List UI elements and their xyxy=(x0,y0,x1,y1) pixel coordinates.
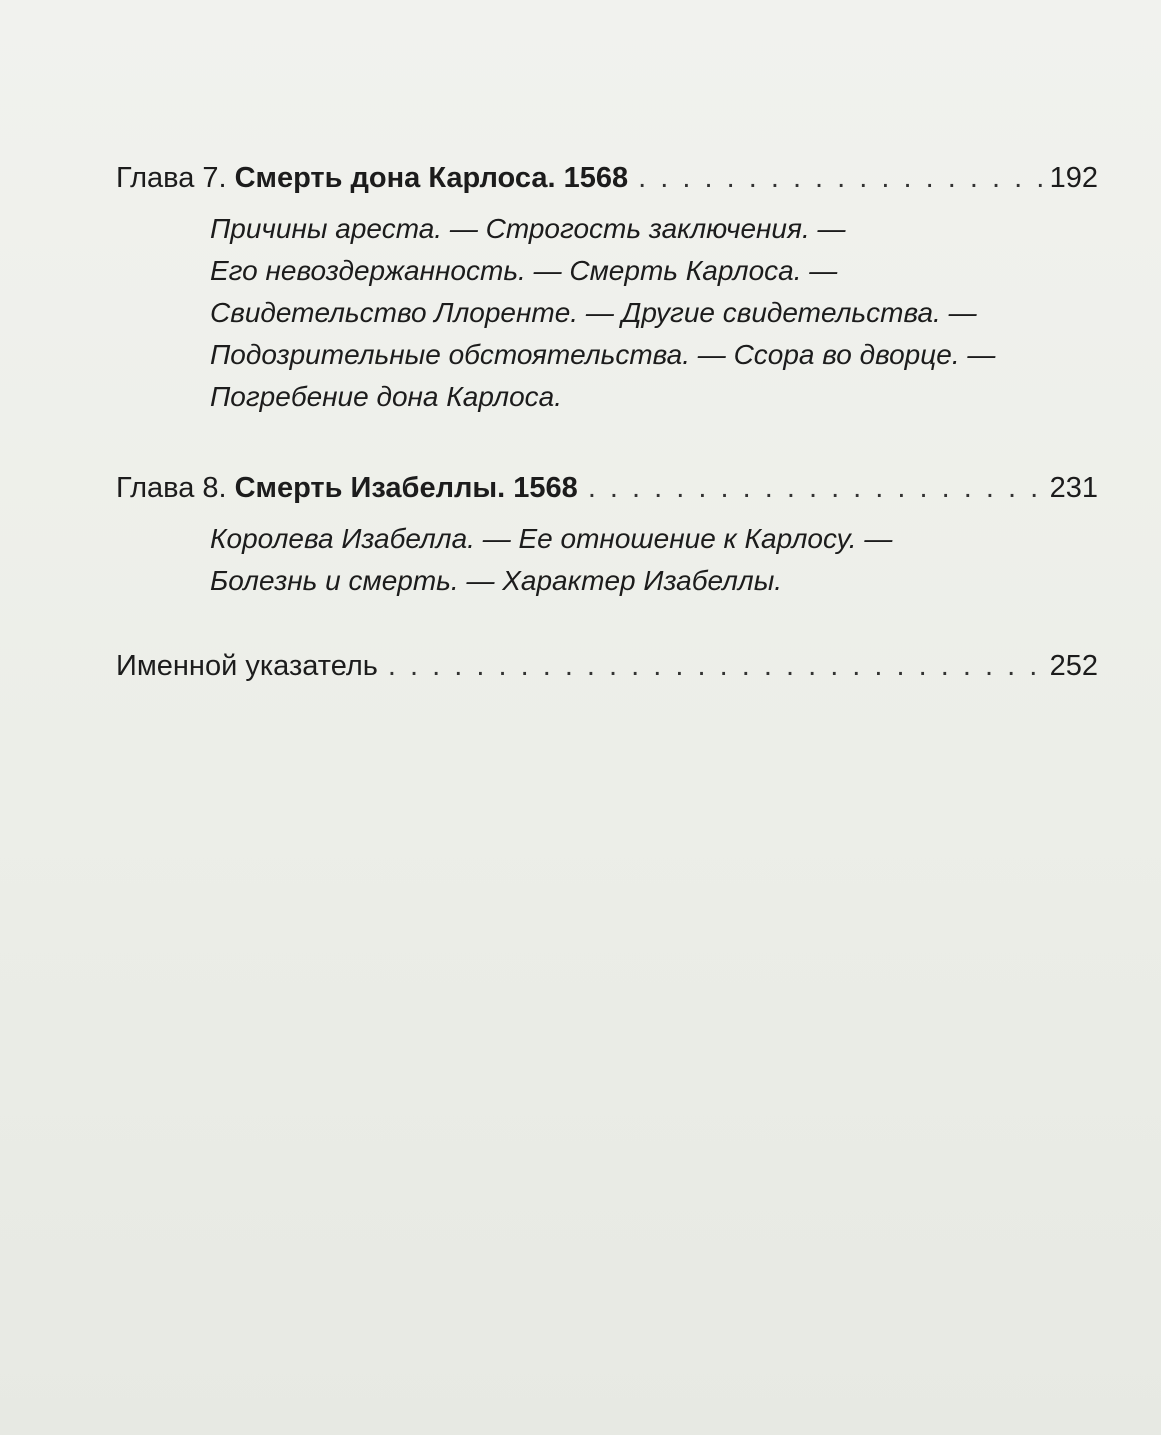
summary-line: Подозрительные обстоятельства. — Ссора во дворце. — xyxy=(210,339,996,370)
summary-line: Погребение дона Карлоса. xyxy=(210,381,563,412)
chapter-title: Смерть дона Карлоса. 1568 xyxy=(234,162,629,194)
summary-line: Болезнь и смерть. — Характер Изабеллы. xyxy=(210,565,783,596)
toc-heading-line xyxy=(116,460,1098,516)
toc-entry-name-index xyxy=(116,638,1098,694)
summary-line: Свидетельство Ллоренте. — Другие свидетельства. — xyxy=(210,297,977,328)
spacer xyxy=(116,602,1098,638)
table-of-contents xyxy=(116,150,1098,694)
chapter-number: Глава 8. xyxy=(116,472,227,504)
chapter-number: Глава 7. xyxy=(116,162,227,194)
chapter-summary xyxy=(210,208,1098,418)
toc-entry-chapter-8 xyxy=(116,460,1098,602)
page-number: 252 xyxy=(1049,650,1098,682)
chapter-title: Смерть Изабеллы. 1568 xyxy=(234,472,578,504)
toc-heading-line xyxy=(116,150,1098,206)
toc-entry-chapter-7 xyxy=(116,150,1098,418)
dot-leader xyxy=(588,460,1044,516)
spacer xyxy=(116,418,1098,460)
page-number: 192 xyxy=(1049,162,1098,194)
dot-leader xyxy=(638,150,1043,206)
summary-line: Королева Изабелла. — Ее отношение к Карлосу. — xyxy=(210,523,893,554)
dot-leader xyxy=(388,638,1044,694)
summary-line: Его невоздержанность. — Смерть Карлоса. — xyxy=(210,255,838,286)
index-label: Именной указатель xyxy=(116,650,378,682)
chapter-summary xyxy=(210,518,1098,602)
summary-line: Причины ареста. — Строгость заключения. — xyxy=(210,213,846,244)
page-number: 231 xyxy=(1049,472,1098,504)
